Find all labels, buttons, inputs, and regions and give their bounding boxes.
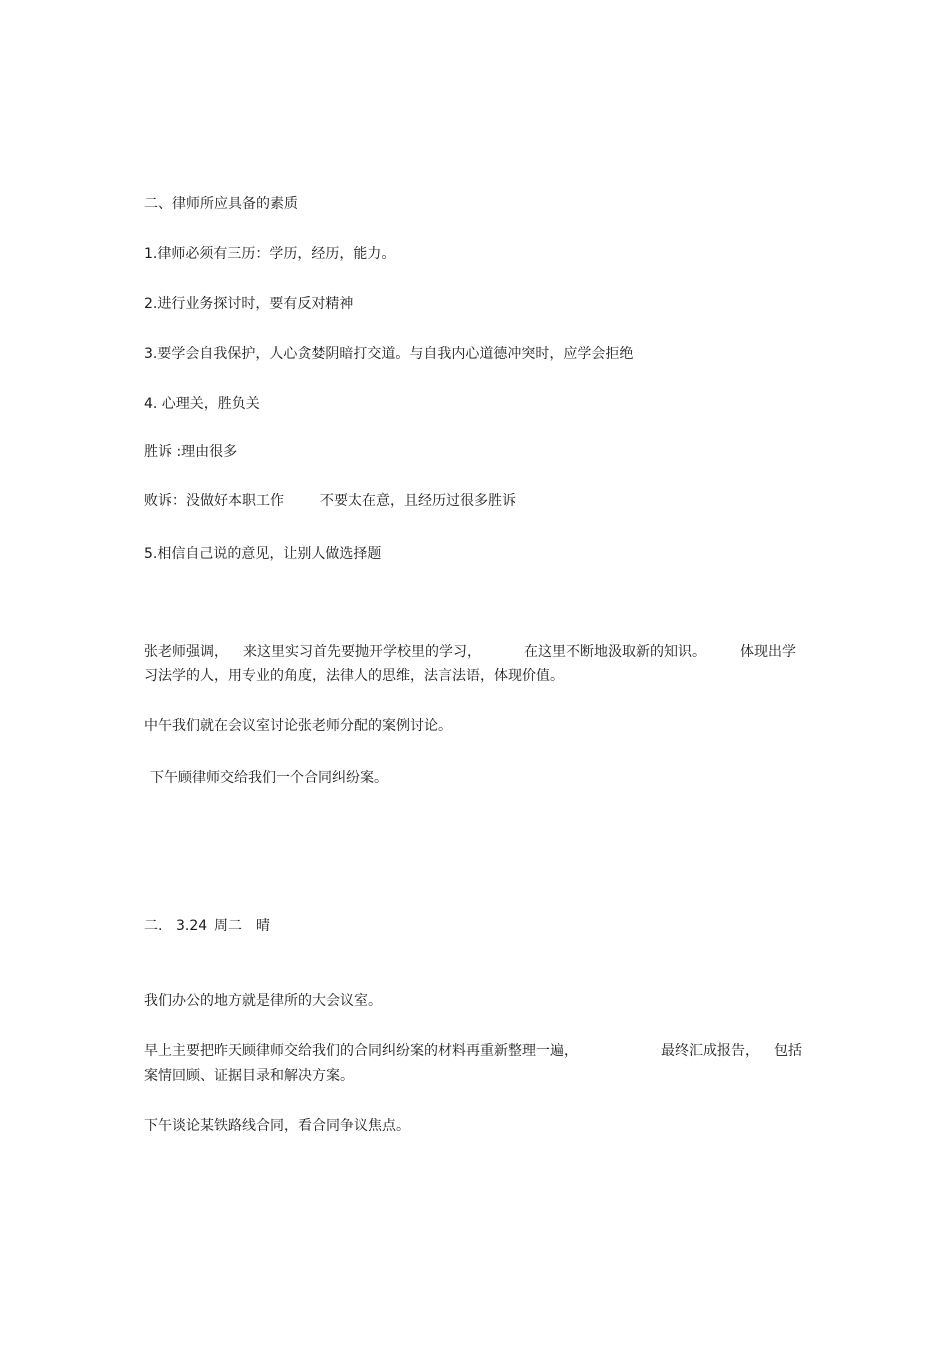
item-4: 4. 心理关，胜负关 xyxy=(144,396,260,412)
teacher-paragraph-line-1 xyxy=(144,642,809,662)
office-line: 我们办公的地方就是律所的大会议室。 xyxy=(144,993,382,1009)
item-5: 5.相信自己说的意见，让别人做选择题 xyxy=(144,546,382,562)
item-3: 3.要学会自我保护，人心贪婪阴暗打交道。与自我内心道德冲突时，应学会拒绝 xyxy=(144,346,634,362)
teacher-part-1: 张老师强调， xyxy=(144,644,228,660)
day-two-number: 二. xyxy=(144,918,163,934)
morning-part-1: 早上主要把昨天顾律师交给我们的合同纠纷案的材料再重新整理一遍， xyxy=(144,1043,578,1059)
loss-line xyxy=(144,491,809,511)
teacher-paragraph-line-2: 习法学的人，用专业的角度，法律人的思维，法言法语，体现价值。 xyxy=(144,668,564,684)
teacher-part-3: 在这里不断地汲取新的知识。 xyxy=(524,644,706,660)
morning-paragraph-line-1 xyxy=(144,1041,809,1061)
noon-line: 中午我们就在会议室讨论张老师分配的案例讨论。 xyxy=(144,718,452,734)
day-two-heading xyxy=(144,916,809,936)
morning-part-3: 包括 xyxy=(774,1043,802,1059)
teacher-part-2: 来这里实习首先要抛开学校里的学习， xyxy=(243,644,481,660)
morning-part-2: 最终汇成报告， xyxy=(661,1043,759,1059)
win-line: 胜诉 :理由很多 xyxy=(144,444,238,460)
day-two-weekday: 周二 xyxy=(214,918,242,934)
day-two-weather: 晴 xyxy=(256,918,270,934)
loss-text-b: 不要太在意，且经历过很多胜诉 xyxy=(320,493,516,509)
section-heading: 二、律师所应具备的素质 xyxy=(144,196,298,212)
day-two-date: 3.24 xyxy=(176,918,208,934)
loss-text-a: 败诉：没做好本职工作 xyxy=(144,493,284,509)
morning-paragraph-line-2: 案情回顾、证据目录和解决方案。 xyxy=(144,1068,354,1084)
item-1: 1.律师必须有三历：学历，经历，能力。 xyxy=(144,246,396,262)
railway-line: 下午谈论某铁路线合同，看合同争议焦点。 xyxy=(144,1118,410,1134)
item-2: 2.进行业务探讨时，要有反对精神 xyxy=(144,296,354,312)
teacher-part-4: 体现出学 xyxy=(740,644,796,660)
afternoon-line: 下午顾律师交给我们一个合同纠纷案。 xyxy=(150,770,388,786)
